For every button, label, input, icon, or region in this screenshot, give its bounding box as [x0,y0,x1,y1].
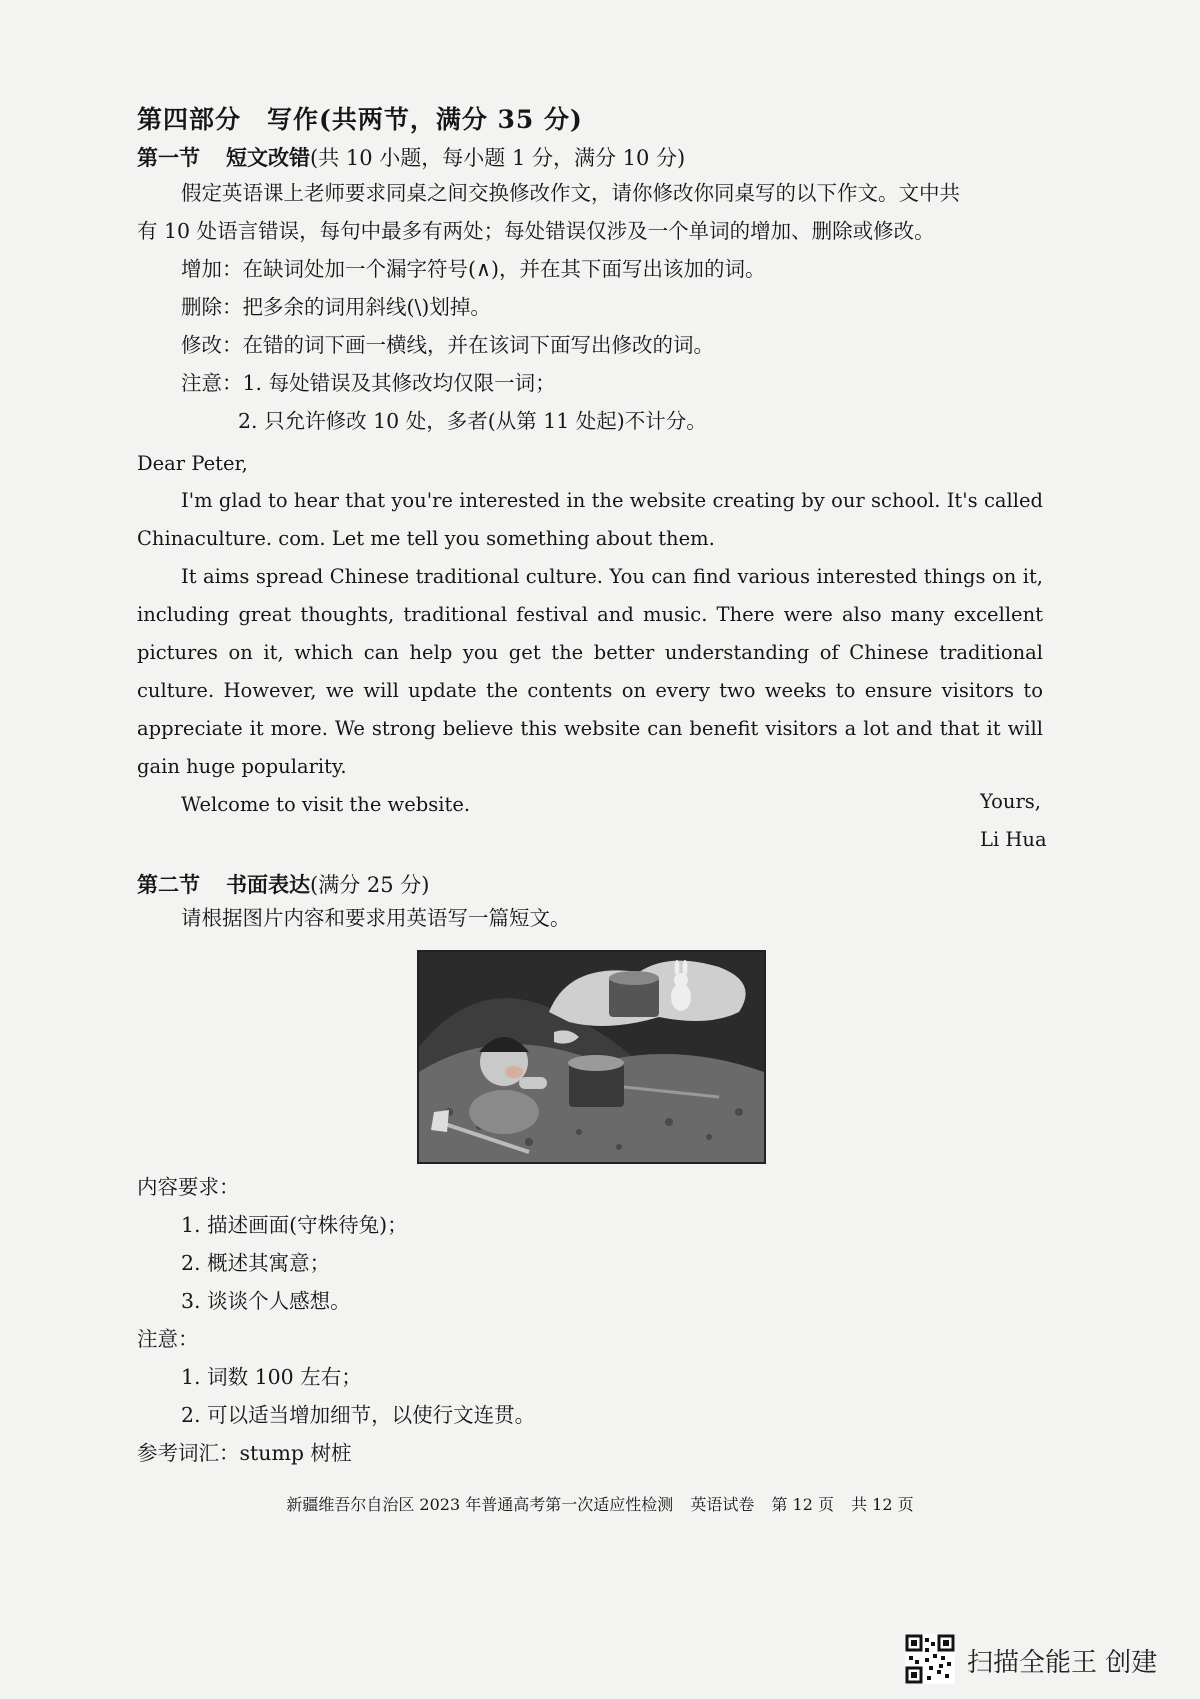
section1-title: 短文改错 [226,145,310,170]
part-title: 第四部分 写作(共两节，满分 35 分) [137,105,583,134]
instruction-line-1: 假定英语课上老师要求同桌之间交换修改作文，请你修改你同桌写的以下作文。文中共 [181,181,960,205]
content-item-3: 3. 谈谈个人感想。 [181,1289,351,1313]
reference-vocabulary: 参考词汇：stump 树桩 [137,1441,352,1465]
content-item-1: 1. 描述画面(守株待兔)； [181,1213,408,1237]
section1-subtitle: (共 10 小题，每小题 1 分，满分 10 分) [310,146,686,170]
note-item-1: 1. 词数 100 左右； [181,1365,362,1389]
letter-body [137,482,1043,824]
instruction-note-2: 2. 只允许修改 10 处，多者(从第 11 处起)不计分。 [238,409,707,433]
scanner-watermark [905,1634,1165,1684]
instruction-line-2: 有 10 处语言错误，每句中最多有两处；每处错误仅涉及一个单词的增加、删除或修改。 [137,219,935,243]
note-heading: 注意： [137,1327,199,1351]
letter-paragraph-3: Welcome to visit the website. [181,793,471,816]
content-item-2: 2. 概述其寓意； [181,1251,331,1275]
footer-exam: 新疆维吾尔自治区 2023 年普通高考第一次适应性检测 [286,1495,674,1514]
letter-signature: Li Hua [980,828,1047,851]
section2-title: 书面表达 [226,872,310,897]
instruction-note-1: 注意：1. 每处错误及其修改均仅限一词； [181,371,556,395]
section1-label: 第一节 [137,145,200,170]
instruction-modify: 修改：在错的词下画一横线，并在该词下面写出修改的词。 [181,333,714,357]
section1-heading [137,142,685,172]
note-item-2: 2. 可以适当增加细节，以使行文连贯。 [181,1403,536,1427]
letter-salutation: Dear Peter, [137,452,248,475]
section2-label: 第二节 [137,872,200,897]
letter-closing: Yours, [980,790,1042,813]
qr-code-icon [905,1634,955,1684]
footer-subject: 英语试卷 [690,1495,755,1514]
instruction-add: 增加：在缺词处加一个漏字符号(∧)，并在其下面写出该加的词。 [181,257,766,281]
footer-total: 共 12 页 [851,1495,914,1514]
letter-paragraph-2: It aims spread Chinese traditional culture. You can find various interested things on it, including great thoughts, traditional festival and music. There were also many excellent pictures on it, which can help you get the better understanding of Chinese traditional culture. However, we will update the contents on every two weeks to ensure visitors to appreciate it more. We strong believe this website can benefit visitors a lot and that it will gain huge popularity. [137,565,1043,778]
letter-paragraph-1: I'm glad to hear that you're interested in the website creating by our school. It's called Chinaculture. com. Let me tell you something about them. [137,489,1043,550]
section2-heading [137,869,429,899]
section2-subtitle: (满分 25 分) [310,873,430,897]
instruction-delete: 删除：把多余的词用斜线(\)划掉。 [181,295,491,319]
illustration-waiting-for-rabbit [417,950,766,1164]
watermark-text: 扫描全能王 创建 [967,1648,1158,1678]
content-requirements-heading: 内容要求： [137,1175,240,1199]
footer-page: 第 12 页 [771,1495,834,1514]
section2-prompt: 请根据图片内容和要求用英语写一篇短文。 [181,906,571,930]
page-footer [0,1492,1200,1515]
